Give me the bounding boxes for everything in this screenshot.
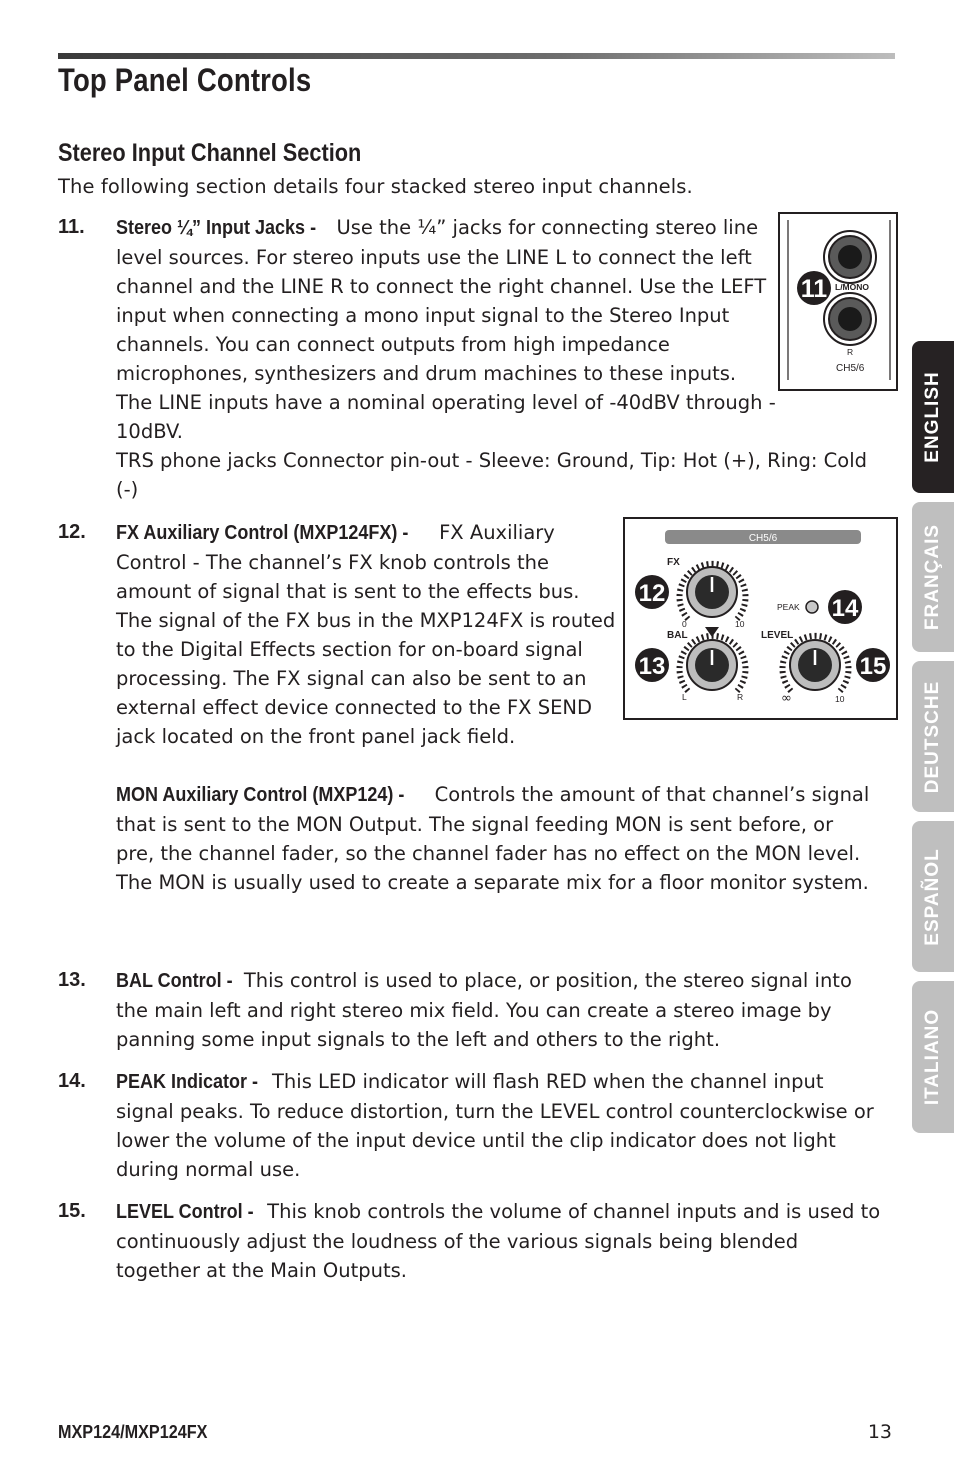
item-text: This knob controls the volume of channel inputs and is used to continuously adjust the loudness of the various signals being blended together at the Main Outputs. [116,1200,881,1282]
bal-knob-icon [680,636,746,691]
bal-left-label: L [682,692,687,702]
bal-label: BAL [667,630,688,641]
page-number: 13 [867,1421,892,1443]
item-lead: FX Auxiliary Control (MXP124FX) - [116,522,409,544]
item-number: 14. [58,1070,86,1092]
item-text: Use the ¼” jacks for connecting stereo line level sources. For stereo inputs use the LINE L to connect the left channel and the LINE R to connect the right channel. Use the LEFT input when connecting a mono input signal to the Stereo Input channels. You can connect outputs from high impedance microphones, synthesizers and drum machines to these inputs. The LINE inputs have a nominal operating level of -40dBV through - 10dBV. [116,216,776,443]
top-rule [58,53,895,59]
peak-label: PEAK [777,602,800,612]
item-description [116,1067,881,1184]
input-jacks-illustration [780,214,896,389]
tab-deutsche-label: DEUTSCHE [922,680,943,793]
item-lead: Stereo ¼” Input Jacks - [116,217,317,239]
callout-label-15: 15 [859,653,887,680]
channel-label: CH5/6 [836,363,865,374]
level-max-label: 10 [835,694,845,704]
level-min-label: ∞ [781,691,792,706]
item-text: This control is used to place, or position, the stereo signal into the main left and right stereo mix field. You can create a stereo image by panning some input signals to the left and others to the right. [116,969,852,1051]
item-number: 13. [58,969,86,991]
item-number: 11. [58,216,85,238]
tab-francais[interactable] [912,502,954,652]
jack-label-r: R [847,347,854,357]
tab-italiano[interactable] [912,981,954,1133]
item-text: This LED indicator will flash RED when the channel input signal peaks. To reduce distortion, turn the LEVEL control counterclockwise or lower the volume of the input device until the clip indicator does not light during normal use. [116,1070,874,1181]
tab-espanol-label: ESPAÑOL [922,847,943,946]
fx-knob-icon [680,564,746,619]
section-title: Stereo Input Channel Section [58,139,362,167]
item-number: 15. [58,1200,86,1222]
callout-label-14: 14 [831,595,859,622]
callout-label-12: 12 [638,580,666,607]
peak-led-icon [806,601,818,613]
tab-espanol[interactable] [912,821,954,972]
level-label: LEVEL [761,630,794,641]
tab-deutsche[interactable] [912,661,954,812]
item-lead: PEAK Indicator - [116,1071,259,1093]
section-intro: The following section details four stacked stereo input channels. [58,175,693,198]
callout-label-13: 13 [638,653,666,680]
bal-right-label: R [737,692,744,702]
item-lead: BAL Control - [116,970,233,992]
figure-channel-knobs [623,517,898,720]
fx-label: FX [667,557,680,568]
item-description [116,966,881,1054]
item-description [116,1197,881,1285]
fx-min-label: 0 [682,619,687,629]
item-lead: LEVEL Control - [116,1201,254,1223]
tab-italiano-label: ITALIANO [922,1008,943,1106]
tab-francais-label: FRANÇAIS [922,523,943,631]
item-mon-description [116,780,871,897]
level-knob-icon [783,636,849,691]
channel-knobs-illustration [625,519,896,718]
jack-label-lmono: L/MONO [835,282,869,292]
item-text-mon: Controls the amount of that channel’s signal that is sent to the MON Output. The signal feeding MON is sent before, or pre, the channel fader, so the channel fader has no effect on the MON level. The MON is usually used to create a separate mix for a floor monitor system. [116,783,870,894]
item-number: 12. [58,521,86,543]
item-pinout: TRS phone jacks Connector pin-out - Sleeve: Ground, Tip: Hot (+), Ring: Cold (-) [116,449,867,501]
tab-english-label: ENGLISH [922,371,943,463]
callout-label-11: 11 [800,275,828,303]
page-title: Top Panel Controls [58,62,312,98]
fx-max-label: 10 [735,619,745,629]
figure-input-jacks [778,212,898,391]
jack-top-icon [824,231,876,283]
item-lead-mon: MON Auxiliary Control (MXP124) - [116,784,405,806]
item-text: FX Auxiliary Control - The channel’s FX knob controls the amount of signal that is sent to the effects bus. The signal of the FX bus in the MXP124FX is routed to the Digital Effects section for on-board signal processing. The FX signal can also be sent to an external effect device connected to the FX SEND jack located on the front panel jack field. [116,521,616,748]
item-description [116,518,621,751]
channel-header-label: CH5/6 [748,533,778,544]
item-description [116,213,776,446]
footer-model: MXP124/MXP124FX [58,1422,208,1442]
jack-bottom-icon [824,293,876,345]
tab-english[interactable] [912,341,954,493]
